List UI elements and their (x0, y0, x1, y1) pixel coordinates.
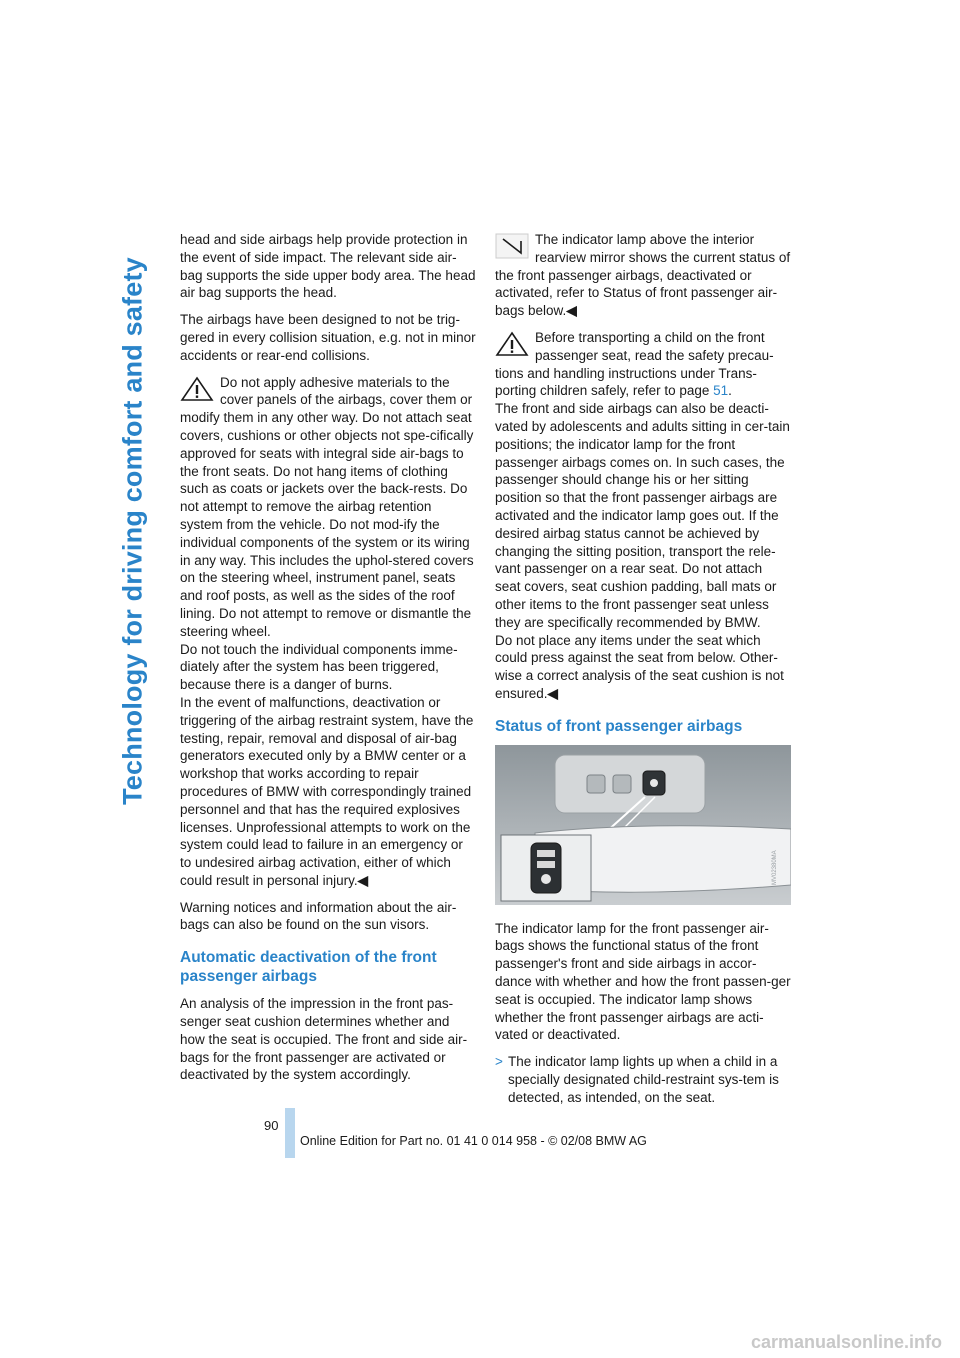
figure-code: MV02380MA (772, 850, 778, 885)
warning-note (180, 374, 476, 890)
warning-text: The front and side airbags can also be deacti-vated by adolescents and adults sitting in cer-tain positions; the indicator lamp for the front passenger airbags comes on. In such cases, the passenger should change his or her sitting position so that the front passenger airbags are activated and the indicator lamp goes out. If the desired airbag status cannot be achieved by changing the sitting position, transport the rele-vant passenger on a rear seat. Do not attach seat covers, seat cushion padding, ball mats or other items to the front passenger seat unless they are specifically recommended by BMW. (495, 401, 790, 630)
section-heading: Automatic deactivation of the front passenger airbags (180, 949, 437, 986)
info-note (495, 231, 791, 320)
paragraph: The airbags have been designed to not be trig-gered in every collision situation, e.g. not in minor accidents or rear-end collisions. (180, 312, 476, 363)
end-mark-icon: ◀ (547, 685, 558, 701)
bullet-item (495, 1053, 791, 1106)
page-link[interactable]: 51 (713, 383, 729, 399)
warning-triangle-icon (495, 331, 529, 357)
edition-footer: Online Edition for Part no. 01 41 0 014 958 - © 02/08 BMW AG (300, 1134, 647, 1148)
paragraph: head and side airbags help provide protection in the event of side impact. The relevant side air-bag supports the side upper body area. The head air bag supports the head. (180, 232, 476, 301)
end-mark-icon: ◀ (566, 303, 577, 319)
paragraph: The indicator lamp for the front passenger air-bags shows the functional status of the front passenger's front and side airbags in accor-dance with whether and how the front passen-ger seat is occupied. The indicator lamp shows whether the front passenger airbags are acti-vated or deactivated. (495, 920, 791, 1043)
note-text: The indicator lamp above the interior rearview mirror shows the current status of the front passenger airbags, deactivated or activated, refer to Status of front passenger air-bags below. (495, 232, 791, 319)
warning-text: Before transporting a child on the front passenger seat, read the safety precau-tions and handling instructions under Trans-porting children safely, refer to page (495, 329, 774, 399)
left-column (180, 231, 476, 1093)
warning-text: In the event of malfunctions, deactivation or triggering of the airbag restraint system, have the testing, repair, removal and disposal of air-bag generators executed only by a BMW center or a workshop that works according to repair procedures of BMW with correspondingly trained personnel and that has the required explosives licenses. Unprofessional attempts to work on the system could lead to failure in an emergency or to undesired airbag activation, either of which could result in personal injury. (180, 694, 474, 888)
footer-bar (285, 1108, 295, 1158)
chapter-title-text: Technology for driving comfort and safety (117, 257, 148, 805)
sidebar-chapter-title (103, 231, 163, 831)
right-column (495, 231, 791, 1106)
bullet-text: The indicator lamp lights up when a child in a specially designated child-restraint sys-tem is detected, as intended, on the seat. (508, 1054, 779, 1105)
page-number: 90 (264, 1118, 279, 1133)
warning-note: Before transporting a child on the front passenger seat, read the safety precau-tions and handling instructions under Trans-porting children safely, refer to page 51. The front and side airbags can also be deacti-vated by adolescents and adults sitting in cer-tain positions; the indicator lamp for the front passenger airbags comes on. In such cases, the passenger should change his or her sitting position so that the front passenger airbags are activated and the indicator lamp goes out. If the desired airbag status cannot be achieved by changing the sitting position, transport the rele-vant passenger on a rear seat. Do not attach seat covers, seat cushion padding, ball mats or other items to the front passenger seat unless they are specifically recommended by BMW. Do not place any items under the seat which could press against the seat from below. Other-wise a correct analysis of the seat cushion is not ensured.◀ (495, 329, 790, 701)
paragraph: Warning notices and information about the air-bags can also be found on the sun visors. (180, 899, 457, 933)
warning-triangle-icon (180, 376, 214, 402)
indicator-lamp-figure (495, 745, 791, 905)
note-corner-icon (495, 233, 529, 259)
section-heading: Status of front passenger airbags (495, 717, 743, 735)
end-mark-icon: ◀ (357, 872, 368, 888)
paragraph: An analysis of the impression in the front pas-senger seat cushion determines whether and how the seat is occupied. The front and side air-bags for the front passenger are activated or deactivated by the system accordingly. (180, 996, 468, 1083)
bullet-arrow-icon: > (495, 1054, 503, 1070)
warning-text: Do not apply adhesive materials to the cover panels of the airbags, cover them or modify them in any other way. Do not attach seat covers, cushions or other objects not spe-cifically approved for seats with integral side air-bags to the front seats. Do not hang items of clothing such as coats or jackets over the back-rests. Do not attempt to remove the airbag retention system from the vehicle. Do not mod-ify the individual components of the system or its wiring in any way. This includes the uphol-stered covers on the steering wheel, instrument panel, seats and roof posts, as well as the sides of the roof lining. Do not attempt to remove or dismantle the steering wheel. (180, 374, 474, 639)
watermark: carmanualsonline.info (750, 1332, 942, 1352)
warning-text: Do not place any items under the seat which could press against the seat from below. Other-wise a correct analysis of the seat cushion is not ensured. (495, 632, 784, 701)
warning-text: Do not touch the individual components imme-diately after the system has been triggered, because there is a danger of burns. (180, 641, 458, 693)
